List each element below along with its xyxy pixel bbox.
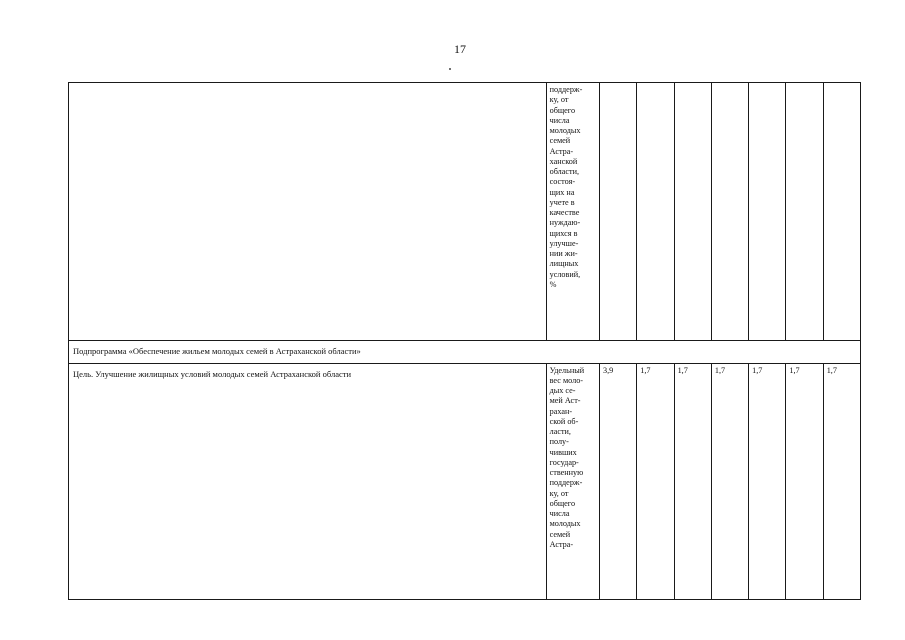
goal-text: Цель. Улучшение жилищных условий молодых семей Астраханской области: [73, 368, 352, 379]
value-cell: [823, 363, 860, 599]
value-cell: [674, 363, 711, 599]
table-row-continuation: [69, 83, 861, 341]
indicator-text: [547, 364, 599, 551]
value: [824, 83, 860, 85]
indicator-line: нуждаю-: [549, 218, 581, 228]
value-cell: [786, 363, 823, 599]
value: 3,9: [603, 365, 614, 375]
value: [786, 83, 822, 85]
value-cell: [600, 83, 637, 341]
indicator-line: полу-: [549, 437, 569, 447]
indicator-line: Астра-: [549, 146, 574, 156]
value: 1,7: [677, 365, 688, 375]
value-cell: [637, 363, 674, 599]
indicator-line: поддерж-: [549, 478, 583, 488]
indicator-line: общего: [549, 498, 576, 508]
indicator-line: щих на: [549, 187, 575, 197]
value: [600, 83, 636, 85]
table-row-subprogram: [69, 341, 861, 364]
value-cell: [823, 83, 860, 341]
indicators-table: [68, 82, 861, 600]
value: 1,7: [752, 365, 763, 375]
subprogram-title-cell: [69, 341, 861, 364]
value-cell: [749, 83, 786, 341]
indicator-line: щихся в: [549, 228, 578, 238]
subprogram-title: Подпрограмма «Обеспечение жильем молодых семей в Астраханской области»: [73, 346, 361, 356]
indicator-line: молодых: [549, 126, 581, 135]
indicator-line: мей Аст-: [549, 396, 581, 406]
value: [675, 83, 711, 85]
indicator-line: государ-: [549, 457, 579, 467]
indicator-line: числа: [549, 115, 570, 125]
value-cell: [600, 363, 637, 599]
indicator-line: улучше-: [549, 238, 579, 248]
indicator-cell: [546, 83, 599, 341]
value-cell: [711, 83, 748, 341]
value: [712, 83, 748, 85]
value-cell: [674, 83, 711, 341]
value: 1,7: [714, 365, 726, 375]
indicator-line: ласти,: [549, 427, 571, 437]
goal-cell: [69, 363, 547, 599]
indicator-line: числа: [549, 509, 570, 519]
indicator-line: %: [549, 279, 557, 289]
indicator-line: ханской: [549, 156, 578, 166]
indicator-line: нии жи-: [549, 249, 578, 258]
goal-cell-empty: [69, 83, 547, 341]
indicator-line: условий,: [549, 269, 581, 279]
indicator-line: лищных: [549, 259, 579, 269]
indicator-line: поддерж-: [549, 85, 583, 94]
value: 1,7: [826, 365, 837, 375]
indicator-line: молодых: [549, 519, 581, 529]
value: [749, 83, 785, 85]
indicator-line: общего: [549, 105, 576, 115]
table-row-goal: [69, 363, 861, 599]
indicator-line: рахан-: [549, 406, 573, 416]
scan-dot: [449, 68, 451, 70]
page-number: 17: [454, 42, 466, 56]
value: [637, 83, 673, 85]
indicator-line: дых се-: [549, 386, 576, 396]
indicator-line: учете в: [549, 197, 575, 207]
indicator-line: семей: [549, 529, 571, 539]
indicator-text: [547, 83, 599, 290]
indicator-line: ку, от: [549, 488, 569, 498]
indicator-line: семей: [549, 136, 571, 146]
indicator-line: области,: [549, 167, 580, 176]
indicator-cell: [546, 363, 599, 599]
indicator-line: Астра-: [549, 539, 574, 549]
indicator-line: вес моло-: [549, 375, 584, 385]
indicator-line: ской об-: [549, 416, 579, 426]
indicator-line: ку, от: [549, 95, 569, 105]
indicator-line: состоя-: [549, 177, 576, 187]
value-cell: [786, 83, 823, 341]
value-cell: [749, 363, 786, 599]
indicator-line: чивших: [549, 447, 577, 457]
value-cell: [637, 83, 674, 341]
value: 1,7: [640, 365, 651, 375]
value: 1,7: [789, 365, 800, 375]
indicator-line: ственную: [549, 468, 584, 478]
value-cell: [711, 363, 748, 599]
indicator-line: Удельный: [549, 365, 585, 375]
indicator-line: качестве: [549, 208, 580, 217]
